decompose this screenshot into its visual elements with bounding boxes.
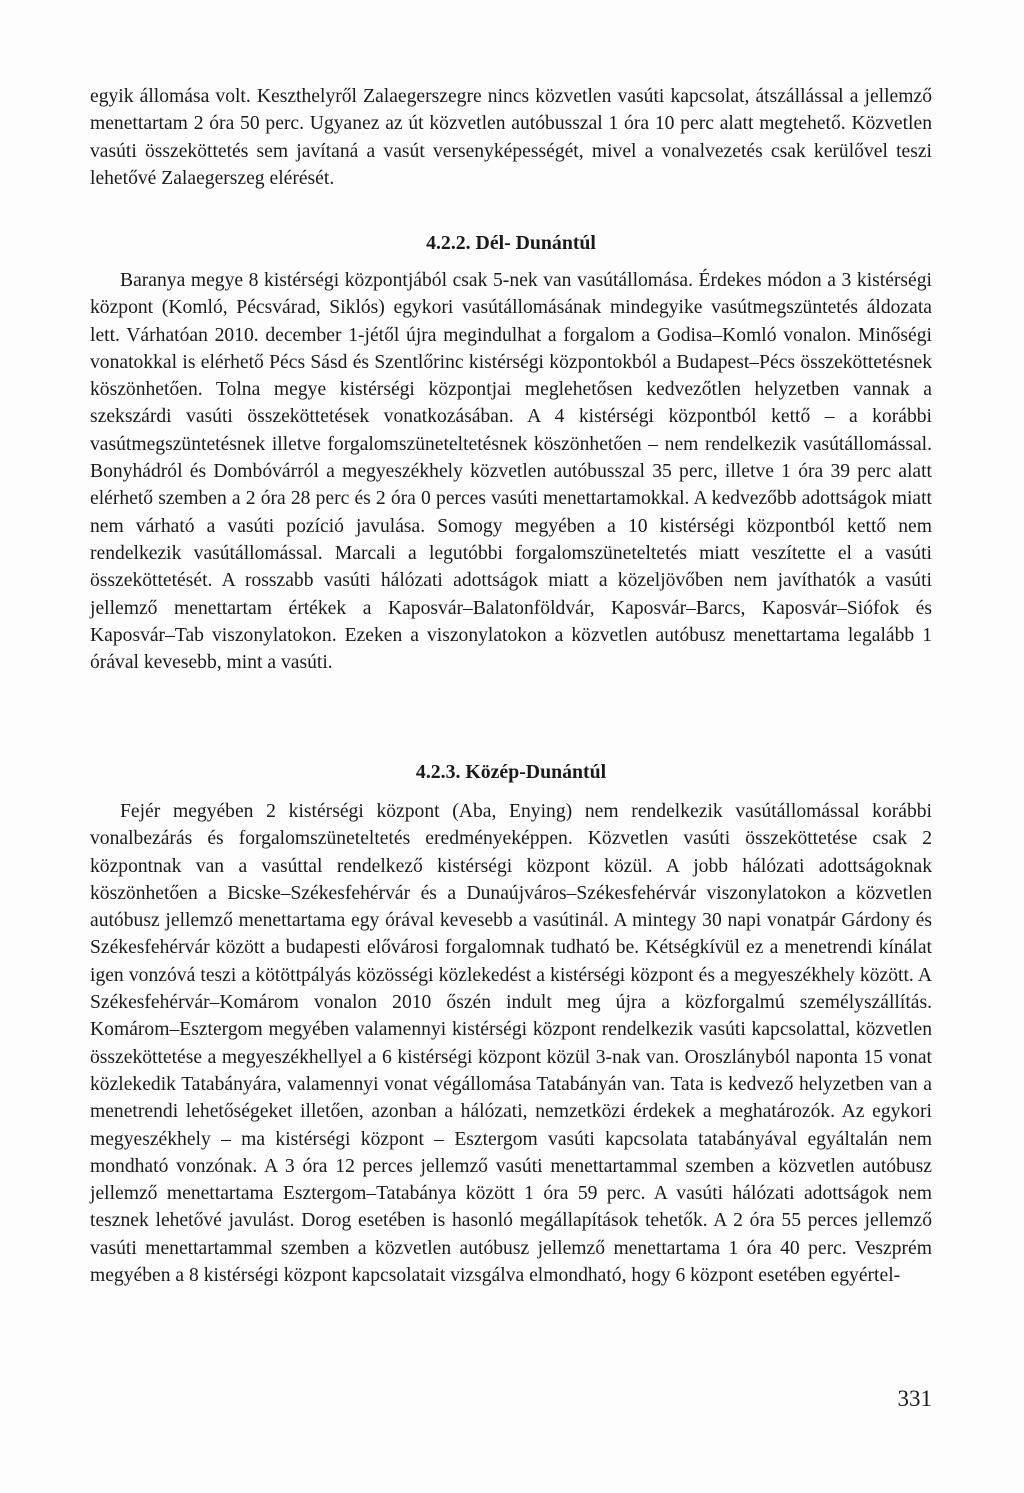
section-heading-kozep-dunantul: 4.2.3. Közép-Dunántúl	[415, 761, 607, 783]
section-kozep-dunantul-text-block	[90, 798, 932, 1289]
page-number: 331	[897, 1386, 932, 1411]
intro-paragraph: egyik állomása volt. Keszthelyről Zalaegerszegre nincs közvetlen vasúti kapcsolat, átszállással a jellemző menettartam 2 óra 50 perc. Ugyanez az út közvetlen autóbusszal 1 óra 10 perc alatt megtehető. Közvetlen vasúti összeköttetés sem javítaná a vasút versenyképességét, mivel a vonalvezetés csak kerülővel teszi lehetővé Zalaegerszeg elérését.	[90, 86, 932, 189]
section-del-dunantul-text-block	[90, 267, 932, 676]
section-kozep-dunantul-paragraph: Fejér megyében 2 kistérségi központ (Aba, Enying) nem rendelkezik vasútállomással korábbi vonalbezárás és forgalomszüneteltetés eredményeképpen. Közvetlen vasúti összeköttetése csak 2 központnak van a vasúttal rendelkező kistérségi központ közül. A jobb hálózati adottságoknak köszönhetően a Bicske–Székesfehérvár és a Dunaújváros–Székesfehérvár viszonylatokon a közvetlen autóbusz jellemző menettartama egy órával kevesebb a vasútinál. A mintegy 30 napi vonatpár Gárdony és Székesfehérvár között a budapesti elővárosi forgalomnak tudható be. Kétségkívül ez a menetrendi kínálat igen vonzóvá teszi a kötöttpályás közösségi közlekedést a kistérségi központ és a megyeszékhely között. A Székesfehérvár–Komárom vonalon 2010 őszén indult meg újra a közforgalmú személyszállítás. Komárom–Esztergom megyében valamennyi kistérségi központ rendelkezik vasúti kapcsolattal, közvetlen összeköttetése a megyeszékhellyel a 6 kistérségi központ közül 3-nak van. Oroszlányból naponta 15 vonat közlekedik Tatabányára, valamennyi vonat végállomása Tatabányán van. Tata is kedvező helyzetben van a menetrendi lehetőségeket illetően, azonban a hálózati, nemzetközi érdekek a meghatározók. Az egykori megyeszékhely – ma kistérségi központ – Esztergom vasúti kapcsolata tatabányával egyáltalán nem mondható vonzónak. A 3 óra 12 perces jellemző vasúti menettartammal szemben a közvetlen autóbusz jellemző menettartama Esztergom–Tatabánya között 1 óra 59 perc. A vasúti hálózati adottságok nem tesznek lehetővé javulást. Dorog esetében is hasonló megállapítások tehetők. A 2 óra 55 perces jellemző vasúti menettartammal szemben a közvetlen autóbusz jellemző menettartama 1 óra 40 perc. Veszprém megyében a 8 kistérségi központ kapcsolatait vizsgálva elmondható, hogy 6 központ esetében egyértel-	[90, 801, 932, 1287]
intro-text-block	[90, 83, 932, 192]
section-heading-del-dunantul: 4.2.2. Dél- Dunántúl	[426, 232, 596, 254]
section-del-dunantul-paragraph: Baranya megye 8 kistérségi központjából csak 5-nek van vasútállomása. Érdekes módon a 3 kistérségi központ (Komló, Pécsvárad, Siklós) egykori vasútállomásának mindegyike vasútmegszüntetés áldozata lett. Várhatóan 2010. december 1-jétől újra megindulhat a forgalom a Godisa–Komló vonalon. Minőségi vonatokkal is elérhető Pécs Sásd és Szentlőrinc kistérségi központokból a Budapest–Pécs összeköttetésnek köszönhetően. Tolna megye kistérségi központjai meglehetősen kedvezőtlen helyzetben vannak a szekszárdi vasúti összeköttetések vonatkozásában. A 4 kistérségi központból kettő – a korábbi vasútmegszüntetésnek illetve forgalomszüneteltetésnek köszönhetően – nem rendelkezik vasútállomással. Bonyhádról és Dombóvárról a megyeszékhely közvetlen autóbusszal 35 perc, illetve 1 óra 39 perc alatt elérhető szemben a 2 óra 28 perc és 2 óra 0 perces vasúti menettartamokkal. A kedvezőbb adottságok miatt nem várható a vasúti pozíció javulása. Somogy megyében a 10 kistérségi központból kettő nem rendelkezik vasútállomással. Marcali a legutóbbi forgalomszüneteltetés miatt veszítette el a vasúti összeköttetését. A rosszabb vasúti hálózati adottságok miatt a közeljövőben nem javíthatók a vasúti jellemző menettartam értékek a Kaposvár–Balatonföldvár, Kaposvár–Barcs, Kaposvár–Siófok és Kaposvár–Tab viszonylatokon. Ezeken a viszonylatokon a közvetlen autóbusz menettartama legalább 1 órával kevesebb, mint a vasúti.	[90, 270, 932, 674]
